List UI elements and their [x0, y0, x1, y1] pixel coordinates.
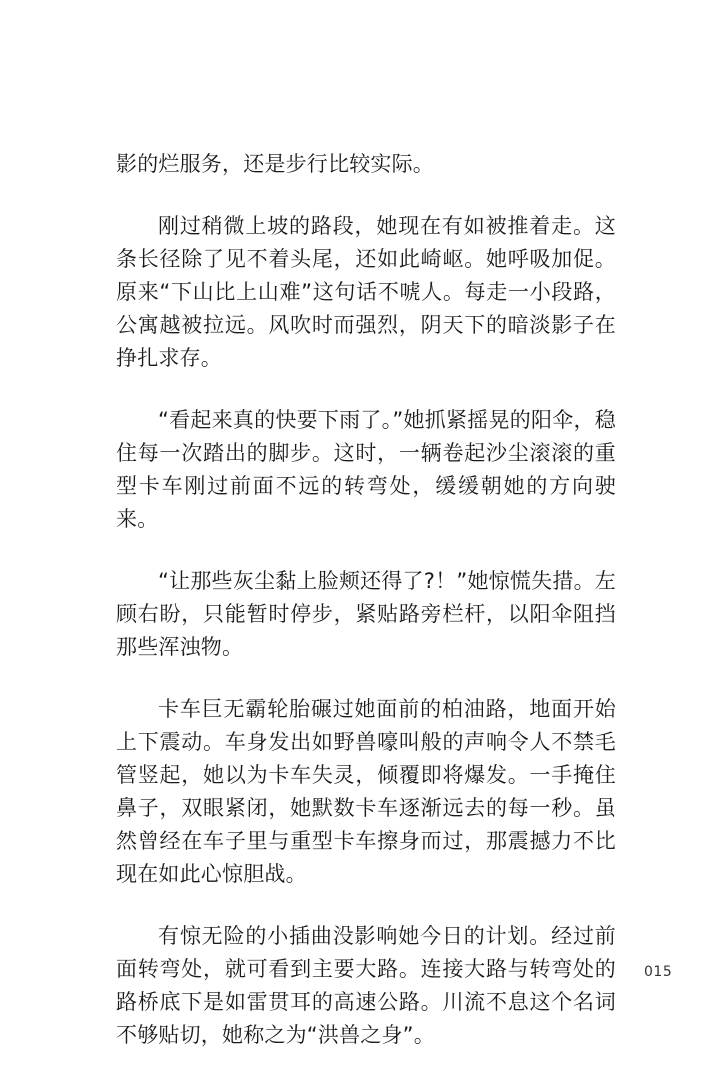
- paragraph: 影的烂服务，还是步行比较实际。: [116, 152, 434, 176]
- paragraph: “让那些灰尘黏上脸颊还得了?！”她惊慌失措。左顾右盼，只能暂时停步，紧贴路旁栏杆，以阳伞阻挡那些浑浊物。: [116, 569, 616, 659]
- page-number: 015: [644, 964, 673, 980]
- paragraph: 卡车巨无霸轮胎碾过她面前的柏油路，地面开始上下震动。车身发出如野兽嚎叫般的声响令人不禁毛管竖起，她以为卡车失灵，倾覆即将爆发。一手掩住鼻子，双眼紧闭，她默数卡车逐渐远去的每一秒。虽然曾经在车子里与重型卡车擦身而过，那震撼力不比现在如此心惊胆战。: [116, 697, 616, 886]
- paragraph: “看起来真的快要下雨了。”她抓紧摇晃的阳伞，稳住每一次踏出的脚步。这时，一辆卷起沙尘滚滚的重型卡车刚过前面不远的转弯处，缓缓朝她的方向驶来。: [116, 408, 616, 531]
- paragraph: 刚过稍微上坡的路段，她现在有如被推着走。这条长径除了见不着头尾，还如此崎岖。她呼吸加促。原来“下山比上山难”这句话不唬人。每走一小段路，公寓越被拉远。风吹时而强烈，阴天下的暗淡影子在挣扎求存。: [116, 214, 616, 370]
- paragraph: 有惊无险的小插曲没影响她今日的计划。经过前面转弯处，就可看到主要大路。连接大路与转弯处的路桥底下是如雷贯耳的高速公路。川流不息这个名词不够贴切，她称之为“洪兽之身”。: [116, 924, 616, 1047]
- body-text: [116, 148, 616, 1081]
